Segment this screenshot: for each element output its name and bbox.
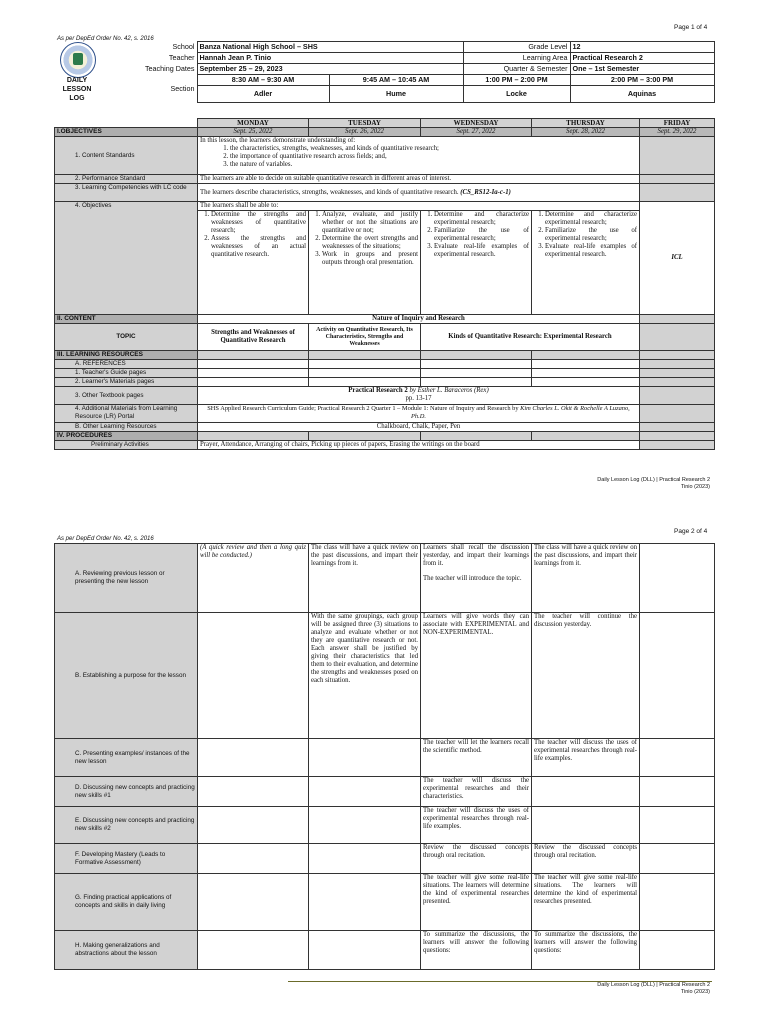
page-number: Page 2 of 4 — [674, 528, 708, 535]
section-name: Aquinas — [570, 86, 714, 103]
section-objectives: I.OBJECTIVES — [55, 128, 198, 137]
dll-title: DAILY LESSON LOG — [62, 77, 92, 102]
row-monday — [198, 931, 309, 970]
day-header: WEDNESDAY — [421, 119, 532, 128]
row-label: F. Developing Mastery (Leads to Formative Assessment) — [55, 844, 198, 874]
wed-thu-topic: Kinds of Quantitative Research: Experimental Research — [421, 324, 640, 351]
section-name: Hume — [329, 86, 463, 103]
day-header: TUESDAY — [309, 119, 421, 128]
row-wednesday: Review the discussed concepts through oral recitation. — [421, 844, 532, 874]
day-header: MONDAY — [198, 119, 309, 128]
day-date: Sept. 27, 2022 — [421, 128, 532, 137]
content-standards: In this lesson, the learners demonstrate understanding of: 1. the characteristics, strengths, weaknesses, and kinds of quantitative research; 2. the importance of quantitative research across fields; and, 3. the nature of variables. — [198, 137, 640, 175]
competencies-label: 3. Learning Competencies with LC code — [55, 184, 198, 202]
area-value: Practical Research 2 — [570, 53, 714, 64]
time-slot: 2:00 PM – 3:00 PM — [570, 75, 714, 86]
dll-table-page1 — [54, 118, 715, 450]
deped-order: As per DepEd Order No. 42, s. 2016 — [57, 536, 154, 542]
row-monday — [198, 874, 309, 931]
row-monday — [198, 844, 309, 874]
day-date: Sept. 28, 2022 — [532, 128, 640, 137]
row-label: H. Making generalizations and abstractions about the lesson — [55, 931, 198, 970]
quarter-label: Quarter & Semester — [463, 64, 570, 75]
content-nature: Nature of Inquiry and Research — [198, 315, 640, 324]
row-monday — [198, 807, 309, 844]
other-resources: Chalkboard, Chalk, Paper, Pen — [198, 423, 640, 432]
day-date: Sept. 29, 2022 — [640, 128, 715, 137]
row-monday — [198, 777, 309, 807]
row-monday — [198, 613, 309, 739]
objectives-label: 4. Objectives — [55, 202, 198, 315]
row-wednesday: The teacher will give some real-life situations. The learners will determine the kind of experimental researches presented. — [421, 874, 532, 931]
row-tuesday — [309, 874, 421, 931]
objectives-intro: The learners shall be able to: — [198, 202, 640, 211]
time-slot: 9:45 AM – 10:45 AM — [329, 75, 463, 86]
page-number: Page 1 of 4 — [674, 24, 708, 31]
lr-portal-label: 4. Additional Materials from Learning Resource (LR) Portal — [55, 405, 198, 423]
section-label: Section — [170, 83, 195, 93]
quarter-value: One – 1st Semester — [570, 64, 714, 75]
prelim-label: Preliminary Activities — [55, 441, 198, 450]
friday-objective: ICL — [640, 202, 715, 315]
school-label: School — [104, 42, 197, 53]
row-label: D. Discussing new concepts and practicing new skills #1 — [55, 777, 198, 807]
thursday-objectives: 1. Determine and characterize experimental research; 2. Familiarize the use of experimental research; 3. Evaluate real-life examples of experimental research. — [532, 211, 640, 315]
row-thursday — [532, 777, 640, 807]
time-slot: 1:00 PM – 2:00 PM — [463, 75, 570, 86]
competencies: The learners describe characteristics, strengths, weaknesses, and kinds of quantitative research. (CS_RS12-Ia-c-1) — [198, 184, 640, 202]
wednesday-objectives: 1. Determine and characterize experimental research; 2. Familiarize the use of experimental research; 3. Evaluate real-life examples of experimental research. — [421, 211, 532, 315]
page2-footer: Daily Lesson Log (DLL) | Practical Research 2 Tinio (2023) — [597, 982, 710, 995]
row-label: A. Reviewing previous lesson or presenting the new lesson — [55, 544, 198, 613]
row-thursday — [532, 807, 640, 844]
lr-portal: SHS Applied Research Curriculum Guide; Practical Research 2 Quarter 1 – Module 1: Nature of Inquiry and Research by Kim Charles L. Okit & Rochelle A Luzano, Ph.D. — [198, 405, 640, 423]
row-thursday: The teacher will continue the discussion yesterday. — [532, 613, 640, 739]
teacher-value: Hannah Jean P. Tinio — [197, 53, 463, 64]
section-name: Adler — [197, 86, 329, 103]
row-monday: (A quick review and then a long quiz will be conducted.) — [198, 544, 309, 613]
deped-order: As per DepEd Order No. 42, s. 2016 — [57, 36, 154, 42]
day-date: Sept. 25, 2022 — [198, 128, 309, 137]
tg-label: 1. Teacher's Guide pages — [55, 369, 198, 378]
row-wednesday: The teacher will discuss the uses of experimental researches through real-life examples. — [421, 807, 532, 844]
other-resources-label: B. Other Learning Resources — [55, 423, 198, 432]
row-tuesday — [309, 931, 421, 970]
performance-standard-label: 2. Performance Standard — [55, 175, 198, 184]
prelim-activities: Prayer, Attendance, Arranging of chairs, Picking up pieces of papers, Erasing the writings on the board — [198, 441, 640, 450]
textbook-label: 3. Other Textbook pages — [55, 387, 198, 405]
row-tuesday — [309, 777, 421, 807]
content-standards-label: 1. Content Standards — [55, 137, 198, 175]
section-resources: III. LEARNING RESOURCES — [55, 351, 198, 360]
row-tuesday: The class will have a quick review on the past discussions, and impart their learnings from it. — [309, 544, 421, 613]
row-monday — [198, 739, 309, 777]
row-thursday: The teacher will discuss the uses of experimental researches through real-life examples. — [532, 739, 640, 777]
row-wednesday: Learners will give words they can associate with EXPERIMENTAL and NON-EXPERIMENTAL. — [421, 613, 532, 739]
textbook-ref: Practical Research 2 by Esther L. Baraceros (Rex) pp. 13-17 — [198, 387, 640, 405]
row-tuesday — [309, 844, 421, 874]
row-thursday: Review the discussed concepts through oral recitation. — [532, 844, 640, 874]
row-thursday: To summarize the discussions, the learners will answer the following questions: — [532, 931, 640, 970]
row-tuesday — [309, 807, 421, 844]
section-content: II. CONTENT — [55, 315, 198, 324]
day-header: FRIDAY — [640, 119, 715, 128]
teacher-label: Teacher — [168, 53, 195, 62]
row-wednesday: The teacher will let the learners recall the scientific method. — [421, 739, 532, 777]
references-label: A. REFERENCES — [55, 360, 198, 369]
time-slot: 8:30 AM – 9:30 AM — [197, 75, 329, 86]
row-wednesday: The teacher will discuss the experimental researches and their characteristics. — [421, 777, 532, 807]
header-table — [104, 41, 715, 103]
page1-footer: Daily Lesson Log (DLL) | Practical Research 2 Tinio (2023) — [597, 477, 710, 490]
row-label: G. Finding practical applications of concepts and skills in daily living — [55, 874, 198, 931]
section-procedures: IV. PROCEDURES — [55, 432, 198, 441]
school-value: Banza National High School – SHS — [197, 42, 463, 53]
dll-table-page2 — [54, 543, 715, 970]
day-date: Sept. 26, 2022 — [309, 128, 421, 137]
row-tuesday — [309, 739, 421, 777]
day-header: THURSDAY — [532, 119, 640, 128]
row-wednesday: Learners shall recall the discussion yesterday, and impart their learnings from it. The teacher will introduce the topic. — [421, 544, 532, 613]
performance-standard: The learners are able to decide on suitable quantitative research in different areas of interest. — [198, 175, 640, 184]
deped-seal-icon — [60, 42, 96, 78]
area-label: Learning Area — [463, 53, 570, 64]
grade-value: 12 — [570, 42, 714, 53]
grade-label: Grade Level — [463, 42, 570, 53]
section-name: Locke — [463, 86, 570, 103]
dates-value: September 25 – 29, 2023 — [197, 64, 463, 75]
monday-topic: Strengths and Weaknesses of Quantitative Research — [198, 324, 309, 351]
tuesday-objectives: 1. Analyze, evaluate, and justify whether or not the situations are quantitative or not; 2. Determine the overt strengths and weaknesses of the situations; 3. Work in groups and present outputs through oral presentation. — [309, 211, 421, 315]
row-wednesday: To summarize the discussions, the learners will answer the following questions: — [421, 931, 532, 970]
tuesday-topic: Activity on Quantitative Research, Its Characteristics, Strengths and Weaknesses — [309, 324, 421, 351]
row-thursday: The teacher will give some real-life situations. The learners will determine the kind of experimental researches presented. — [532, 874, 640, 931]
row-label: E. Discussing new concepts and practicing new skills #2 — [55, 807, 198, 844]
row-label: C. Presenting examples/ instances of the new lesson — [55, 739, 198, 777]
lm-label: 2. Learner's Materials pages — [55, 378, 198, 387]
row-label: B. Establishing a purpose for the lesson — [55, 613, 198, 739]
row-thursday: The class will have a quick review on the past discussions, and impart their learnings from it. — [532, 544, 640, 613]
topic-label: TOPIC — [55, 324, 198, 351]
row-tuesday: With the same groupings, each group will be assigned three (3) situations to analyze and evaluate whether or not they are quantitative research or not. Each answer shall be justified by giving their characteristics that led them to their evaluation, and determine the strengths and weaknesses posed on each situation. — [309, 613, 421, 739]
monday-objectives: 1. Determine the strengths and weaknesses of quantitative research; 2. Assess the strengths and weaknesses of an actual quantitative research. — [198, 211, 309, 315]
dates-label: Teaching Dates — [144, 64, 195, 73]
